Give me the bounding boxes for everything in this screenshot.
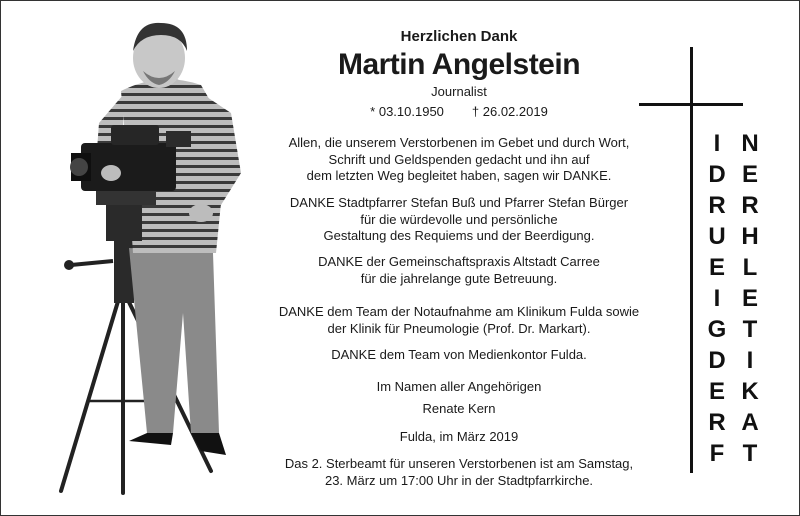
text-line: DANKE dem Team der Notaufnahme am Klinikum Fulda sowie — [278, 304, 640, 319]
letter: I — [713, 285, 721, 312]
text-line: Das 2. Sterbeamt für unseren Verstorbenen ist am Samstag, — [284, 456, 634, 471]
text-line: dem letzten Weg begleitet haben, sagen wir DANKE. — [306, 168, 612, 183]
letter: R — [708, 192, 726, 219]
letter: R — [741, 192, 759, 219]
letter: E — [708, 378, 725, 405]
death-date: † 26.02.2019 — [471, 104, 548, 119]
portrait-photo — [51, 13, 251, 501]
place-date: Fulda, im März 2019 — [399, 429, 519, 444]
letter: I — [746, 347, 754, 374]
thanks-paragraph — [259, 304, 659, 337]
notice-text — [259, 1, 659, 515]
letter: T — [742, 440, 758, 467]
letter: N — [741, 130, 759, 157]
letter: E — [741, 285, 758, 312]
text-line: Schrift und Geldspenden gedacht und ihn auf — [328, 151, 590, 167]
deceased-name: Martin Angelstein — [337, 48, 581, 81]
vertical-word-right — [736, 128, 764, 469]
signature-line: Im Namen aller Angehörigen — [376, 379, 542, 394]
letter: T — [742, 316, 758, 343]
birth-date: * 03.10.1950 — [370, 104, 444, 119]
letter: K — [741, 378, 759, 405]
text-line: DANKE der Gemeinschaftspraxis Altstadt Carree — [318, 254, 600, 269]
vertical-word-left — [703, 128, 731, 469]
letter: E — [741, 161, 758, 188]
text-line: 23. März um 17:00 Uhr in der Stadtpfarrkirche. — [324, 472, 594, 488]
thanks-paragraph — [259, 135, 659, 185]
letter: D — [708, 347, 726, 374]
text-line: Allen, die unserem Verstorbenen im Gebet und durch Wort, — [288, 135, 630, 150]
letter: L — [742, 254, 758, 281]
thanks-paragraph — [259, 195, 659, 245]
text-line: der Klinik für Pneumologie (Prof. Dr. Markart). — [327, 320, 591, 336]
letter: D — [708, 161, 726, 188]
thanks-paragraph — [259, 347, 659, 364]
letter: R — [708, 409, 726, 436]
text-line: für die jahrelange gute Betreuung. — [360, 270, 558, 286]
profession: Journalist — [431, 84, 487, 99]
cross-crossbar — [639, 103, 743, 106]
thanks-paragraph — [259, 254, 659, 287]
cross-icon — [690, 47, 693, 473]
letter: E — [708, 254, 725, 281]
life-dates — [259, 104, 659, 119]
text-line: DANKE dem Team von Medienkontor Fulda. — [331, 347, 587, 362]
letter: A — [741, 409, 759, 436]
letter: G — [707, 316, 727, 343]
text-line: für die würdevolle und persönliche — [360, 211, 558, 227]
letter: H — [741, 223, 759, 250]
text-line: Gestaltung des Requiems und der Beerdigung. — [323, 228, 595, 243]
intro-heading: Herzlichen Dank — [400, 28, 518, 45]
signature-name: Renate Kern — [422, 401, 496, 416]
letter: I — [713, 130, 721, 157]
text-line: DANKE Stadtpfarrer Stefan Buß und Pfarrer Stefan Bürger — [289, 195, 629, 210]
letter: U — [708, 223, 726, 250]
memorial-service-info — [259, 456, 659, 489]
letter: F — [709, 440, 725, 467]
